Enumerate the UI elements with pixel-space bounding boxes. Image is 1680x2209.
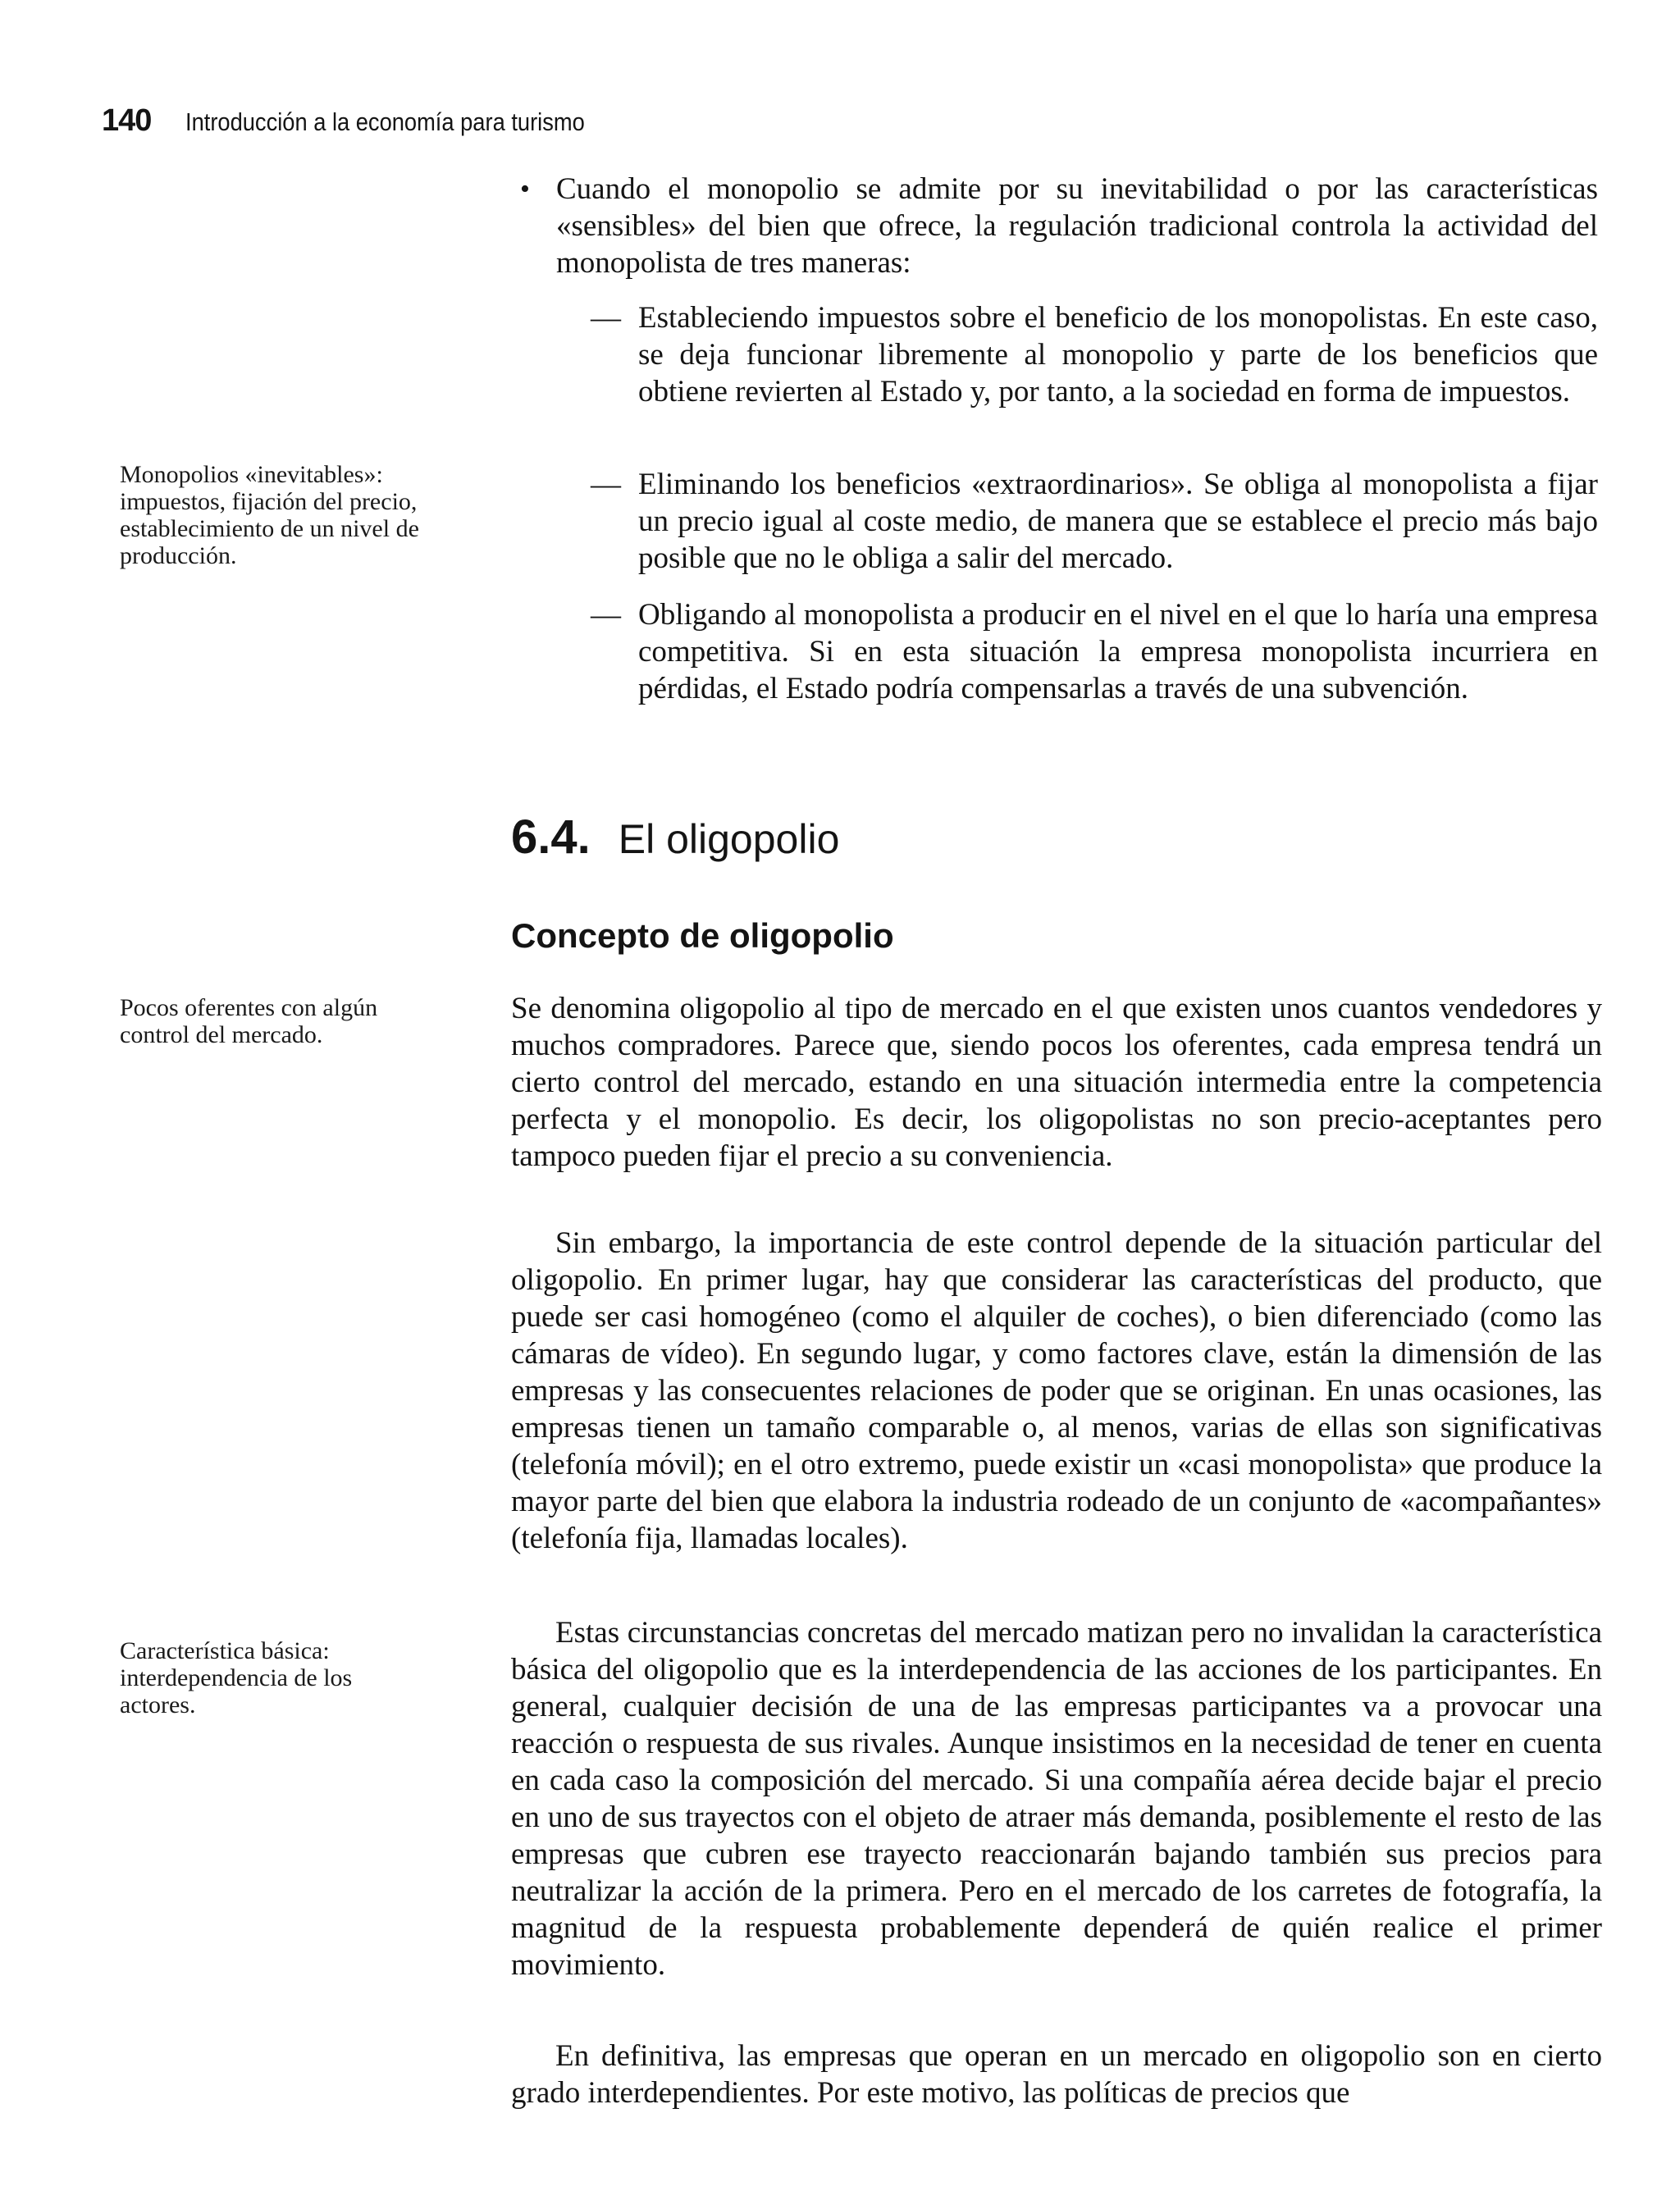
dash-list-item — [591, 596, 1598, 707]
margin-note: Monopolios «inevitables»: impuestos, fijación del precio, establecimiento de un nivel de producción. — [120, 461, 419, 569]
dash-list-item — [591, 299, 1598, 410]
bullet-item — [520, 171, 1598, 281]
body-paragraph: En definitiva, las empresas que operan en un mercado en oligopolio son en cierto grado interdependientes. Por este motivo, las políticas de precios que — [511, 2039, 1602, 2110]
dash-icon: — — [591, 598, 621, 632]
bullet-text: Cuando el monopolio se admite por su inevitabilidad o por las características «sensibles» del bien que ofrece, la regulación tradicional controla la actividad del monopolista de tres maneras: — [556, 172, 1598, 280]
subsection-heading: Concepto de oligopolio — [511, 916, 894, 955]
body-paragraph: Se denomina oligopolio al tipo de mercado en el que existen unos cuantos vendedores y muchos compradores. Parece que, siendo pocos los oferentes, cada empresa tendrá un cierto control del mercado, estando en una situación intermedia entre la competencia perfecta y el monopolio. Es decir, los oligopolistas no son precio-aceptantes pero tampoco pueden fijar el precio a su conveniencia. — [511, 992, 1602, 1173]
running-head — [102, 105, 640, 136]
dash-item-text: Obligando al monopolista a producir en el nivel en el que lo haría una empresa competitiva. Si en esta situación la empresa monopolista incurriera en pérdidas, el Estado podría compensarlas a través de una subvención. — [638, 598, 1598, 705]
dash-item-text: Eliminando los beneficios «extraordinarios». Se obliga al monopolista a fijar un precio igual al coste medio, de manera que se establece el precio más bajo posible que no le obliga a salir del mercado. — [638, 468, 1598, 575]
section-number: 6.4. — [511, 810, 591, 864]
dash-icon: — — [591, 301, 621, 335]
dash-list-item — [591, 466, 1598, 577]
section-title: El oligopolio — [618, 816, 840, 862]
dash-item-text: Estableciendo impuestos sobre el beneficio de los monopolistas. En este caso, se deja funcionar libremente al monopolio y parte de los beneficios que obtiene revierten al Estado y, por tanto, a la sociedad en forma de impuestos. — [638, 301, 1598, 408]
dash-icon: — — [591, 468, 621, 501]
bullet-icon: • — [520, 174, 530, 204]
page-number: 140 — [102, 103, 152, 138]
body-paragraph: Estas circunstancias concretas del mercado matizan pero no invalidan la característica básica del oligopolio que es la interdependencia de las acciones de los participantes. En general, cualquier decisión de una de las empresas participantes va a provocar una reacción o respuesta de sus rivales. Aunque insistimos en la necesidad de tener en cuenta en cada caso la composición del mercado. Si una compañía aérea decide bajar el precio en uno de sus trayectos con el objeto de atraer más demanda, posiblemente el resto de las empresas que cubren ese trayecto reaccionarán bajando también sus precios para neutralizar la acción de la primera. Pero en el mercado de los carretes de fotografía, la magnitud de la respuesta probablemente dependerá de quién realice el primer movimiento. — [511, 1616, 1602, 1982]
margin-note: Pocos oferentes con algún control del mercado. — [120, 994, 378, 1048]
margin-note: Característica básica: interdependencia de los actores. — [120, 1637, 353, 1718]
section-heading — [511, 810, 840, 864]
body-paragraph: Sin embargo, la importancia de este control depende de la situación particular del oligopolio. En primer lugar, hay que considerar las características del producto, que puede ser casi homogéneo (como el alquiler de coches), o bien diferenciado (como las cámaras de vídeo). En segundo lugar, y como factores clave, están la dimensión de las empresas y las consecuentes relaciones de poder que se originan. En unas ocasiones, las empresas tienen un tamaño comparable o, al menos, varias de ellas son significativas (telefonía móvil); en el otro extremo, puede existir un «casi monopolista» que produce la mayor parte del bien que elabora la industria rodeado de un conjunto de «acompañantes» (telefonía fija, llamadas locales). — [511, 1226, 1602, 1555]
running-title: Introducción a la economía para turismo — [185, 107, 586, 136]
